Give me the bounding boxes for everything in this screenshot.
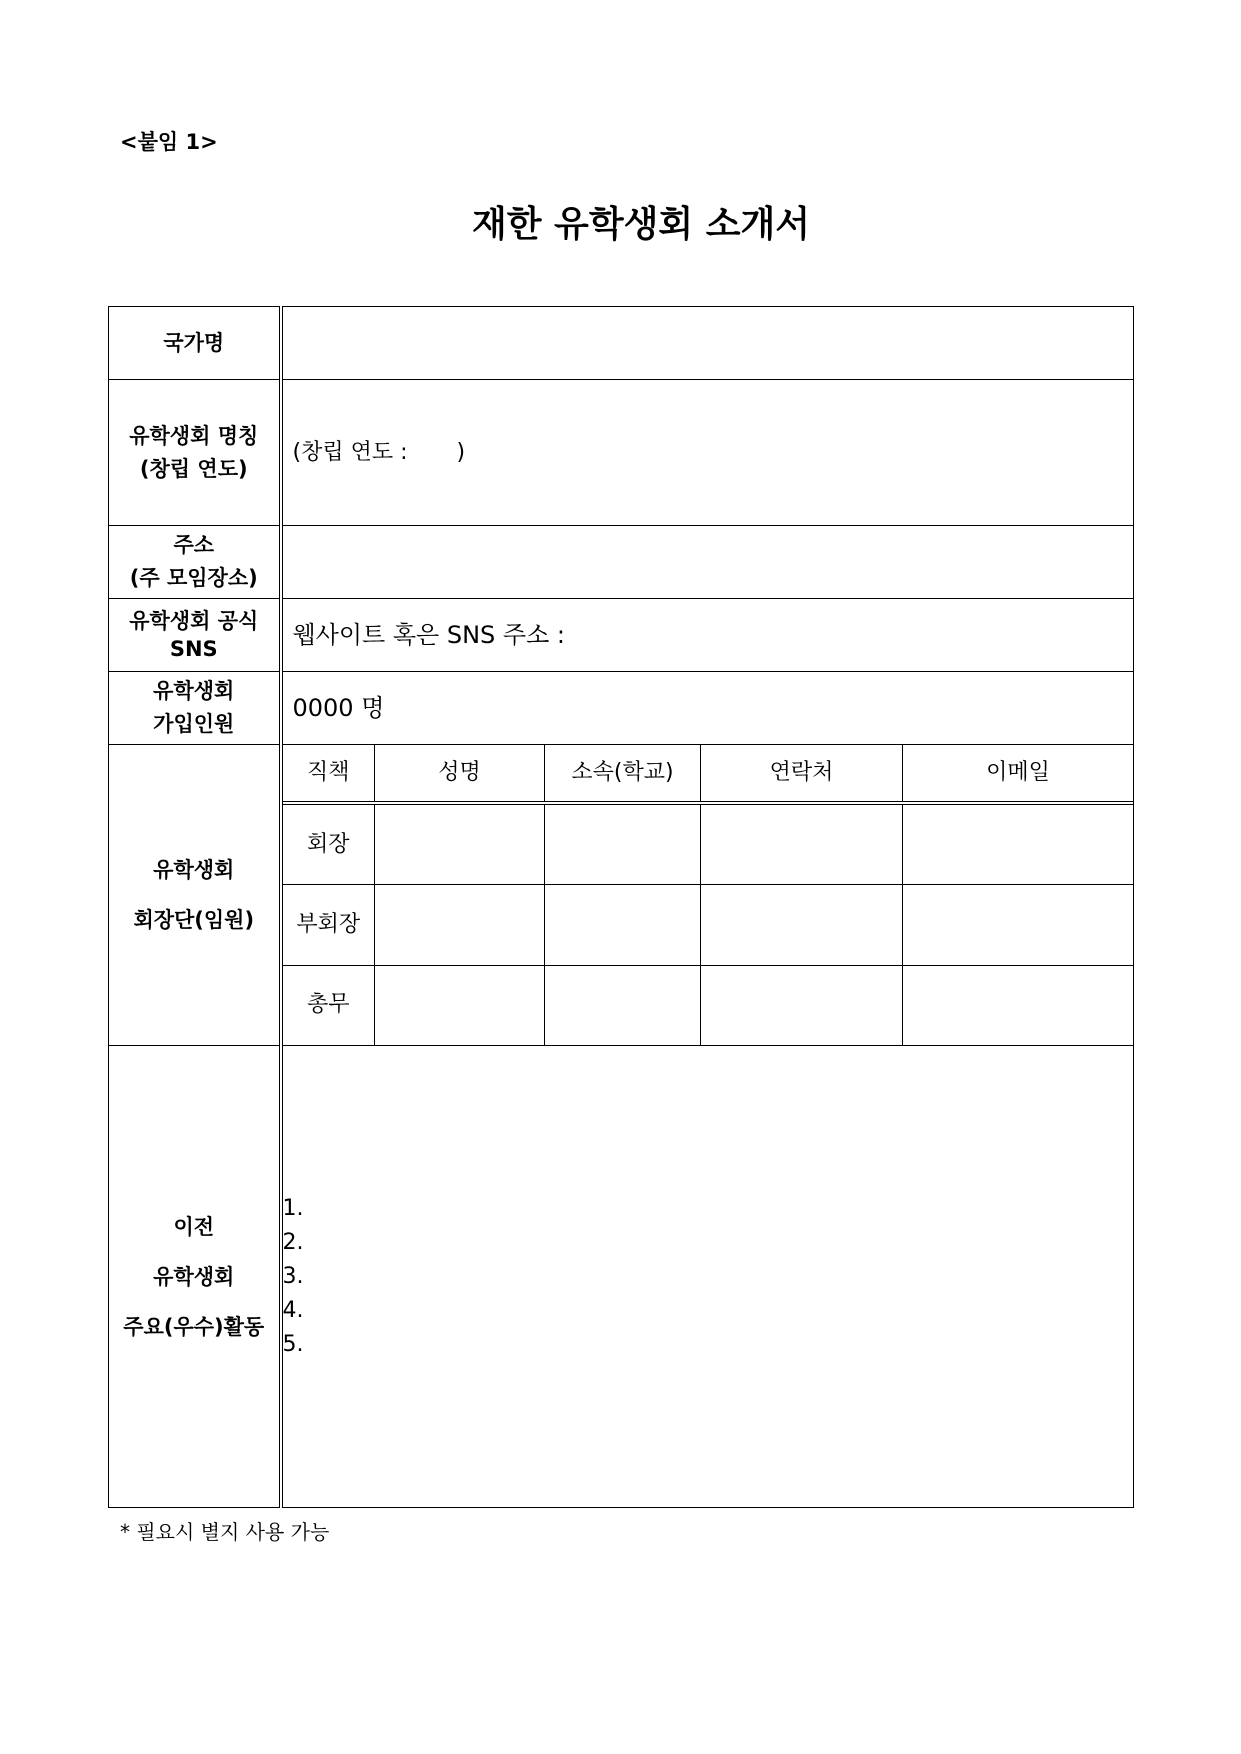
- list-item: 2.: [282, 1229, 304, 1255]
- address-label-line2: (주 모임장소): [129, 566, 258, 590]
- vice-president-email-cell[interactable]: [903, 885, 1134, 965]
- secretary-affiliation-cell[interactable]: [545, 965, 701, 1045]
- document-title: 재한 유학생회 소개서: [471, 204, 811, 245]
- table-row: [283, 885, 1134, 965]
- activities-label-line3: 주요(우수)활동: [123, 1314, 265, 1339]
- officers-header-row: [283, 745, 1134, 803]
- header-name: 성명: [375, 745, 545, 803]
- table-row: [283, 803, 1134, 885]
- introduction-form-table: [108, 306, 1134, 1508]
- header-affiliation: 소속(학교): [545, 745, 701, 803]
- vice-president-name-cell[interactable]: [375, 885, 545, 965]
- header-contact: 연락처: [701, 745, 903, 803]
- header-position: 직책: [283, 745, 375, 803]
- activities-label-line2: 유학생회: [153, 1264, 235, 1289]
- role-president: 회장: [283, 803, 375, 885]
- attachment-label: <붙임 1>: [120, 130, 218, 154]
- association-name-row: [109, 380, 1134, 526]
- officers-label-line2: 회장단(임원): [133, 908, 255, 932]
- officers-cell: [281, 745, 1134, 1046]
- officers-table: [283, 745, 1134, 1045]
- members-row: [109, 672, 1134, 745]
- address-label-line1: 주소: [173, 533, 215, 557]
- officers-label-line1: 유학생회: [153, 858, 235, 882]
- president-contact-cell[interactable]: [701, 803, 903, 885]
- sns-row: [109, 599, 1134, 672]
- list-item: 1.: [282, 1195, 304, 1221]
- association-name-label-line2: (창립 연도): [139, 456, 248, 481]
- table-row: [283, 965, 1134, 1045]
- members-label-line1: 유학생회: [153, 679, 235, 703]
- role-secretary: 총무: [283, 965, 375, 1045]
- country-value[interactable]: [281, 307, 1134, 380]
- role-vice-president: 부회장: [283, 885, 375, 965]
- secretary-email-cell[interactable]: [903, 965, 1134, 1045]
- country-row: [109, 307, 1134, 380]
- activities-label: [109, 1046, 281, 1508]
- officers-row: [109, 745, 1134, 1046]
- officers-label: [109, 745, 281, 1046]
- members-value[interactable]: 0000 명: [281, 672, 1134, 745]
- president-affiliation-cell[interactable]: [545, 803, 701, 885]
- president-email-cell[interactable]: [903, 803, 1134, 885]
- sns-label-line1: 유학생회 공식: [129, 609, 259, 633]
- list-item: 3.: [282, 1263, 304, 1289]
- secretary-contact-cell[interactable]: [701, 965, 903, 1045]
- association-name-value[interactable]: (창립 연도 : ): [281, 380, 1134, 526]
- members-label: [109, 672, 281, 745]
- vice-president-contact-cell[interactable]: [701, 885, 903, 965]
- activities-value[interactable]: [281, 1046, 1134, 1508]
- vice-president-affiliation-cell[interactable]: [545, 885, 701, 965]
- footnote: * 필요시 별지 사용 가능: [120, 1520, 330, 1544]
- header-email: 이메일: [903, 745, 1134, 803]
- address-label: [109, 526, 281, 599]
- members-label-line2: 가입인원: [153, 712, 235, 736]
- address-row: [109, 526, 1134, 599]
- sns-value[interactable]: 웹사이트 혹은 SNS 주소 :: [281, 599, 1134, 672]
- address-value[interactable]: [281, 526, 1134, 599]
- secretary-name-cell[interactable]: [375, 965, 545, 1045]
- list-item: 4.: [282, 1297, 304, 1323]
- sns-label-line2: SNS: [169, 637, 218, 661]
- president-name-cell[interactable]: [375, 803, 545, 885]
- sns-label: [109, 599, 281, 672]
- association-name-label: [109, 380, 281, 526]
- activities-label-line1: 이전: [173, 1214, 215, 1239]
- activities-row: [109, 1046, 1134, 1508]
- association-name-label-line1: 유학생회 명칭: [129, 423, 259, 448]
- list-item: 5.: [282, 1331, 304, 1357]
- country-label: 국가명: [109, 307, 281, 380]
